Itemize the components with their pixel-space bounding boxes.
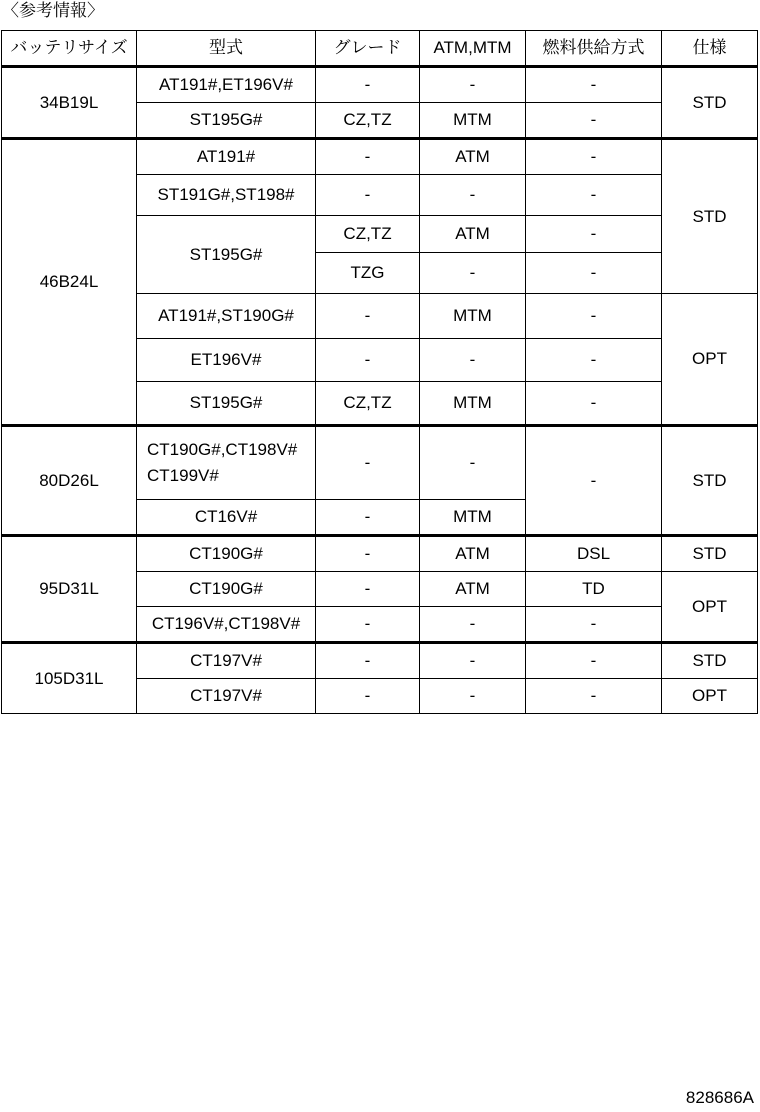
header-row — [2, 31, 758, 67]
grade-cell: - — [316, 572, 420, 607]
fuel-cell: - — [526, 294, 662, 339]
header-model: 型式 — [137, 31, 316, 67]
grade-cell: - — [316, 139, 420, 175]
fuel-cell: - — [526, 139, 662, 175]
header-transmission: ATM,MTM — [420, 31, 526, 67]
fuel-cell: - — [526, 216, 662, 253]
model-cell: ET196V# — [137, 339, 316, 382]
battery-size-cell: 105D31L — [2, 643, 137, 714]
spec-cell: STD — [662, 67, 758, 139]
transmission-cell: MTM — [420, 382, 526, 426]
fuel-cell: - — [526, 103, 662, 139]
grade-cell: - — [316, 339, 420, 382]
grade-cell: - — [316, 643, 420, 679]
battery-size-cell: 95D31L — [2, 536, 137, 643]
fuel-cell: - — [526, 382, 662, 426]
battery-group — [2, 139, 758, 426]
fuel-cell: TD — [526, 572, 662, 607]
fuel-cell: DSL — [526, 536, 662, 572]
header-battery-size: バッテリサイズ — [2, 31, 137, 67]
table-row — [2, 536, 758, 572]
transmission-cell: - — [420, 175, 526, 216]
fuel-cell: - — [526, 643, 662, 679]
grade-cell: - — [316, 67, 420, 103]
transmission-cell: ATM — [420, 572, 526, 607]
fuel-cell: - — [526, 339, 662, 382]
header-spec: 仕様 — [662, 31, 758, 67]
fuel-cell: - — [526, 679, 662, 714]
model-cell: ST195G# — [137, 382, 316, 426]
model-cell: AT191# — [137, 139, 316, 175]
grade-cell: - — [316, 536, 420, 572]
transmission-cell: - — [420, 253, 526, 294]
transmission-cell: - — [420, 339, 526, 382]
header-grade: グレード — [316, 31, 420, 67]
section-heading: 〈参考情報〉 — [2, 1, 104, 21]
spec-cell: OPT — [662, 679, 758, 714]
table-row — [2, 426, 758, 500]
grade-cell: CZ,TZ — [316, 216, 420, 253]
fuel-cell: - — [526, 175, 662, 216]
reference-code: 828686A — [685, 1088, 754, 1107]
model-cell: ST195G# — [137, 103, 316, 139]
model-line: CT190G#,CT198V# — [147, 440, 298, 459]
transmission-cell: - — [420, 607, 526, 643]
grade-cell: - — [316, 500, 420, 536]
model-cell: ST191G#,ST198# — [137, 175, 316, 216]
model-cell: CT16V# — [137, 500, 316, 536]
model-cell: CT190G# — [137, 536, 316, 572]
spec-cell: STD — [662, 139, 758, 294]
battery-group — [2, 426, 758, 536]
spec-cell: STD — [662, 536, 758, 572]
battery-group — [2, 643, 758, 714]
transmission-cell: ATM — [420, 536, 526, 572]
battery-size-cell: 80D26L — [2, 426, 137, 536]
spec-cell: STD — [662, 643, 758, 679]
transmission-cell: - — [420, 679, 526, 714]
model-cell: AT191#,ST190G# — [137, 294, 316, 339]
model-cell: CT197V# — [137, 643, 316, 679]
model-cell: ST195G# — [137, 216, 316, 294]
battery-size-cell: 46B24L — [2, 139, 137, 426]
battery-group — [2, 67, 758, 139]
grade-cell: TZG — [316, 253, 420, 294]
header-fuel-system: 燃料供給方式 — [526, 31, 662, 67]
table-row — [2, 139, 758, 175]
battery-size-cell: 34B19L — [2, 67, 137, 139]
battery-spec-table — [1, 30, 758, 714]
transmission-cell: - — [420, 643, 526, 679]
transmission-cell: - — [420, 426, 526, 500]
transmission-cell: ATM — [420, 139, 526, 175]
spec-cell: OPT — [662, 572, 758, 643]
table-header — [2, 31, 758, 67]
grade-cell: CZ,TZ — [316, 382, 420, 426]
transmission-cell: - — [420, 67, 526, 103]
fuel-cell: - — [526, 67, 662, 103]
table-row — [2, 67, 758, 103]
model-line: CT199V# — [147, 466, 219, 485]
grade-cell: - — [316, 607, 420, 643]
grade-cell: CZ,TZ — [316, 103, 420, 139]
spec-cell: OPT — [662, 294, 758, 426]
table-row — [2, 643, 758, 679]
model-cell: CT190G# — [137, 572, 316, 607]
model-cell: CT197V# — [137, 679, 316, 714]
grade-cell: - — [316, 426, 420, 500]
fuel-cell: - — [526, 426, 662, 536]
grade-cell: - — [316, 175, 420, 216]
battery-group — [2, 536, 758, 643]
grade-cell: - — [316, 294, 420, 339]
fuel-cell: - — [526, 607, 662, 643]
spec-cell: STD — [662, 426, 758, 536]
model-cell: CT196V#,CT198V# — [137, 607, 316, 643]
grade-cell: - — [316, 679, 420, 714]
transmission-cell: MTM — [420, 500, 526, 536]
transmission-cell: MTM — [420, 103, 526, 139]
transmission-cell: MTM — [420, 294, 526, 339]
model-cell — [137, 426, 316, 500]
transmission-cell: ATM — [420, 216, 526, 253]
model-cell: AT191#,ET196V# — [137, 67, 316, 103]
fuel-cell: - — [526, 253, 662, 294]
